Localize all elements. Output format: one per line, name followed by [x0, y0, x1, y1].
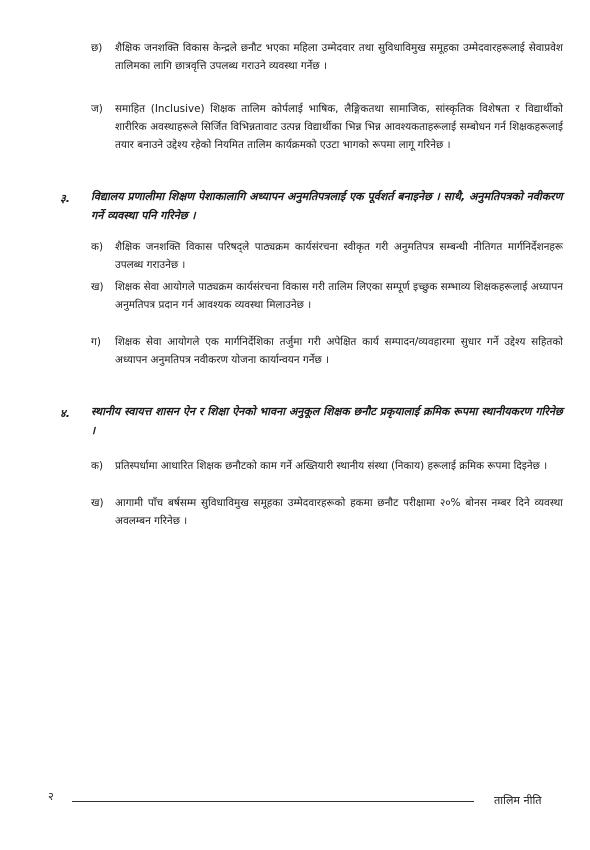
section-3-item-ga [91, 334, 563, 370]
list-marker: क) [91, 460, 104, 472]
section-4-number: ४. [60, 407, 70, 420]
section-4-item-ka [91, 458, 563, 476]
section-3-number: ३. [60, 192, 70, 205]
list-item-chha [91, 40, 563, 76]
list-item-text: शैक्षिक जनशक्ति विकास परिषद्ले पाठ्यक्रम कार्यसंरचना स्वीकृत गरी अनुमतिपत्र सम्बन्धी नीतिगत मार्गनिर्देशनहरू उपलब्ध गराउनेछ । [115, 241, 563, 271]
list-marker: क) [91, 241, 104, 253]
list-item-text: आगामी पाँच बर्षसम्म सुविधाविमुख समूहका उम्मेदवारहरूको हकमा छनौट परीक्षामा २०% बोनस नम्बर दिने व्यवस्था अवलम्बन गरिनेछ । [115, 497, 563, 527]
footer-rule [72, 801, 474, 802]
list-marker: ग) [91, 336, 101, 348]
list-item-ja [91, 101, 563, 154]
section-3-item-ka [91, 239, 563, 275]
list-item-text: शिक्षक सेवा आयोगले पाठ्यक्रम कार्यसंरचना विकास गरी तालिम लिएका सम्पूर्ण इच्छुक सम्भाव्य शिक्षकहरूलाई अध्यापन अनुमतिपत्र प्रदान गर्न आवश्यक व्यवस्था मिलाउनेछ । [115, 281, 563, 311]
page-number: २ [48, 790, 54, 803]
section-3-item-kha [91, 279, 563, 315]
list-item-text: प्रतिस्पर्धामा आधारित शिक्षक छनौटको काम गर्ने अख्तियारी स्थानीय संस्था (निकाय) हरूलाई क्रमिक रूपमा दिइनेछ । [115, 460, 548, 472]
list-marker: ख) [91, 281, 104, 293]
list-item-text: शैक्षिक जनशक्ति विकास केन्द्रले छनौट भएका महिला उम्मेदवार तथा सुविधाविमुख समूहका उम्मेदवारहरूलाई सेवाप्रवेश तालिमका लागि छात्रवृत्ति उपलब्ध गराउने व्यवस्था गर्नेछ । [115, 42, 563, 72]
footer-title: तालिम नीति [494, 794, 542, 807]
section-3-heading: विद्यालय प्रणालीमा शिक्षण पेशाकालागि अध्यापन अनुमतिपत्रलाई एक पूर्वशर्त बनाइनेछ । साथै, अनुमतिपत्रको नवीकरण गर्ने व्यवस्था पनि गरिनेछ । [91, 190, 563, 222]
cut-off-header-text [96, 0, 456, 6]
list-marker: छ) [91, 42, 103, 54]
section-4-heading: स्थानीय स्वायत्त शासन ऐन र शिक्षा ऐनको भावना अनुकूल शिक्षक छनौट प्रकृयालाई क्रमिक रूपमा स्थानीयकरण गरिनेछ । [91, 405, 563, 437]
list-item-text: समाहित (Inclusive) शिक्षक तालिम कोर्पलाई भाषिक, लैङ्गिकतथा सामाजिक, सांस्कृतिक विशेषता र विद्यार्थीको शारीरिक अवस्थाहरूले सिर्जित विभिन्नतावाट उत्पन्न विद्यार्थीका भिन्न भिन्न आवश्यकताहरूलाई सम्बोधन गर्न शिक्षकहरूलाई तयार बनाउने उद्देश्य रहेको नियमित तालिम कार्यक्रमको एउटा भागको रूपमा लागू गरिनेछ । [115, 103, 563, 151]
list-marker: ज) [91, 103, 103, 115]
list-item-text: शिक्षक सेवा आयोगले एक मार्गनिर्देशिका तर्जुमा गरी अपेक्षित कार्य सम्पादन/व्यवहारमा सुधार गर्ने उद्देश्य सहितको अध्यापन अनुमतिपत्र नवीकरण योजना कार्यान्वयन गर्नेछ । [115, 336, 563, 366]
section-4-item-kha [91, 495, 563, 531]
list-marker: ख) [91, 497, 104, 509]
